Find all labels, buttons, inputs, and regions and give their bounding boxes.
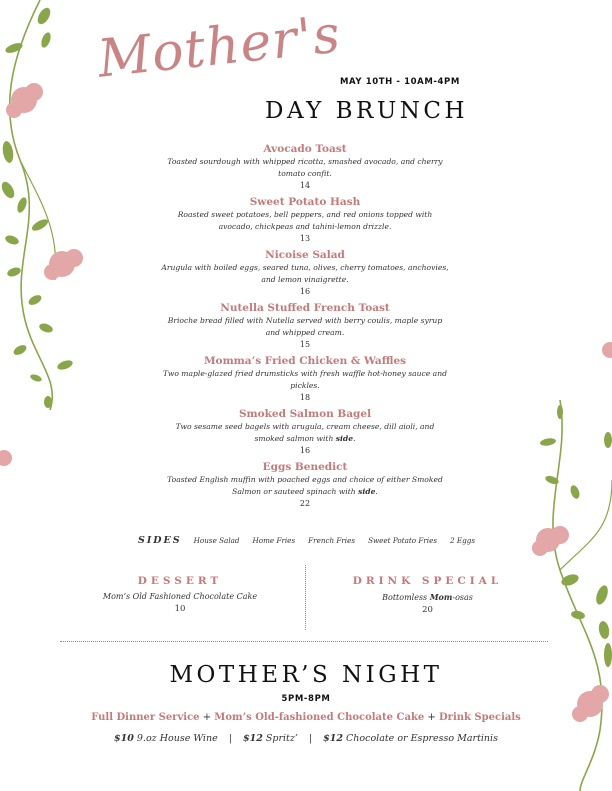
menu-item [150,354,460,404]
menu-item [150,460,460,510]
menu-item-name: Avocado Toast [263,143,347,155]
menu-item [150,142,460,192]
side-option: House Salad [193,536,240,545]
brunch-menu [150,142,460,513]
dessert-price: 10 [174,604,186,614]
menu-item [150,195,460,245]
night-drinks [0,733,612,744]
script-title: Mother's [95,4,344,90]
menu-item-name: Momma’s Fried Chicken & Waffles [203,355,407,367]
floral-vine-left [0,0,90,470]
page-title: DAY BRUNCH [265,98,468,124]
menu-item [150,301,460,351]
dessert-heading: DESSERT [137,575,223,587]
menu-item-price: 13 [299,234,311,243]
menu-item-description: Two maple-glazed fried drumsticks with fresh waffle hot-honey sauce and pickles. [163,369,447,390]
drink-desc: Chocolate or Espresso Martinis [346,733,498,744]
service-item: Mom’s Old-fashioned Chocolate Cake [214,712,425,723]
menu-item-description: Toasted English muffin with poached eggs and choice of either Smoked Salmon or sauteed spinach with side. [167,475,443,496]
drink-price: $12 [323,733,343,744]
plus-separator: + [202,712,212,723]
service-item: Full Dinner Service [91,712,200,723]
menu-item-price: 15 [299,340,311,349]
side-option: 2 Eggs [450,536,476,545]
menu-item-name: Nicoise Salad [265,249,345,261]
menu-item-name: Nutella Stuffed French Toast [220,302,390,314]
drink-special-item: Bottomless Mom-osas [382,592,473,602]
menu-item [150,248,460,298]
plus-separator: + [427,712,436,723]
menu-item-description: Roasted sweet potatoes, bell peppers, and red onions topped with avocado, chickpeas and tahini-lemon drizzle. [177,210,433,231]
sides-label: SIDES [138,535,182,546]
menu-item-price: 16 [299,287,311,296]
side-option: French Fries [308,536,356,545]
drink-desc: Spritz’ [265,733,298,744]
night-time: 5PM-8PM [281,694,331,704]
menu-item-name: Eggs Benedict [262,461,348,473]
drink-price: $10 [114,733,134,744]
menu-item-description: Brioche bread filled with Nutella served with berry coulis, maple syrup and whipped cream. [167,316,443,337]
menu-item-description: Toasted sourdough with whipped ricotta, smashed avocado, and cherry tomato confit. [167,157,443,178]
dessert-section [75,575,285,615]
menu-item-description: Two sesame seed bagels with arugula, cream cheese, dill aioli, and smoked salmon with side. [175,422,435,443]
brunch-date: MAY 10TH - 10AM-4PM [340,77,460,87]
menu-item [150,407,460,457]
menu-item-price: 22 [299,499,311,508]
drink-special-price: 20 [422,605,433,615]
drink-special-section [330,575,525,616]
drink-separator: | [308,733,313,744]
menu-item-price: 18 [299,393,311,402]
menu-item-price: 14 [299,181,311,190]
dessert-item: Mom’s Old Fashioned Chocolate Cake [102,592,258,601]
night-services [0,712,612,723]
side-option: Sweet Potato Fries [368,536,438,545]
menu-item-name: Sweet Potato Hash [249,196,361,208]
menu-item-price: 16 [299,446,311,455]
vertical-divider [305,565,306,630]
service-item: Drink Specials [439,712,521,723]
horizontal-divider [60,641,548,642]
menu-item-description: Arugula with boiled eggs, seared tuna, olives, cherry tomatoes, anchovies, and lemon vinaigrette. [161,263,449,284]
drink-special-heading: DRINK SPECIAL [352,575,503,587]
side-option: Home Fries [252,536,296,545]
sides-row [138,535,488,546]
night-title: MOTHER’S NIGHT [169,662,443,688]
drink-desc: 9.oz House Wine [136,733,218,744]
drink-separator: | [228,733,232,744]
menu-item-name: Smoked Salmon Bagel [238,408,372,420]
drink-price: $12 [242,733,263,744]
